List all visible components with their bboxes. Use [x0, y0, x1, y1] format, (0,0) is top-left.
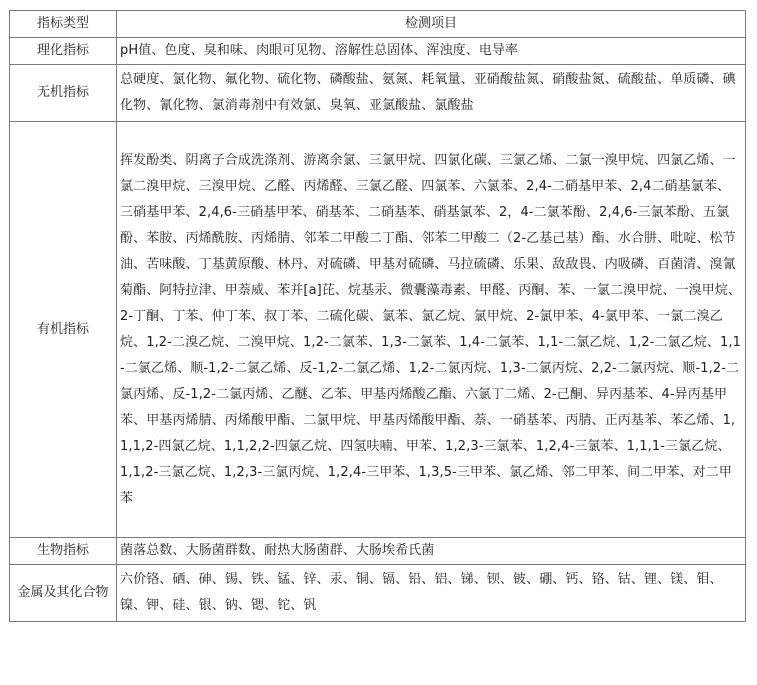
category-cell: 有机指标 — [10, 122, 117, 538]
header-items: 检测项目 — [117, 11, 746, 38]
category-cell: 无机指标 — [10, 65, 117, 122]
items-cell: 菌落总数、大肠菌群数、耐热大肠菌群、大肠埃希氏菌 — [117, 538, 746, 565]
table-row — [10, 122, 746, 538]
category-cell: 理化指标 — [10, 38, 117, 65]
items-cell: 挥发酚类、阴离子合成洗涤剂、游离余氯、三氯甲烷、四氯化碳、三氯乙烯、二氯一溴甲烷、四氯乙烯、一氯二溴甲烷、三溴甲烷、乙醛、丙烯醛、三氯乙醛、四氯苯、六氯苯、2,4-二硝基甲苯、2,4二硝基氯苯、三硝基甲苯、2,4,6-三硝基甲苯、硝基苯、二硝基苯、硝基氯苯、2，4-二氯苯酚、2,4,6-三氯苯酚、五氯酚、苯胺、丙烯酰胺、丙烯腈、邻苯二甲酸二丁酯、邻苯二甲酸二（2-乙基己基）酯、水合肼、吡啶、松节油、苦味酸、丁基黄原酸、林丹、对硫磷、甲基对硫磷、马拉硫磷、乐果、敌敌畏、内吸磷、百菌清、溴氰菊酯、阿特拉津、甲萘威、苯并[a]芘、烷基汞、微囊藻毒素、甲醛、丙酮、苯、一氯二溴甲烷、一溴甲烷、2-丁酮、丁苯、仲丁苯、叔丁苯、二硫化碳、氯苯、氯乙烷、氯甲烷、2-氯甲苯、4-氯甲苯、一氯二溴乙烷、1,2-二溴乙烷、二溴甲烷、1,2-二氯苯、1,3-二氯苯、1,4-二氯苯、1,1-二氯乙烷、1,2-二氯乙烷、1,1-二氯乙烯、顺-1,2-二氯乙烯、反-1,2-二氯乙烯、1,2-二氯丙烷、1,3-二氯丙烷、2,2-二氯丙烷、顺-1,2-二氯丙烯、反-1,2-二氯丙烯、乙醚、乙苯、甲基丙烯酸乙酯、六氯丁二烯、2-己酮、异丙基苯、4-异丙基甲苯、甲基丙烯腈、丙烯酸甲酯、二氯甲烷、甲基丙烯酸甲酯、萘、一硝基苯、丙腈、正丙基苯、苯乙烯、1,1,1,2-四氯乙烷、1,1,2,2-四氯乙烷、四氢呋喃、甲苯、1,2,3-三氯苯、1,2,4-三氯苯、1,1,1-三氯乙烷、1,1,2-三氯乙烷、1,2,3-三氯丙烷、1,2,4-三甲苯、1,3,5-三甲苯、氯乙烯、邻二甲苯、间二甲苯、对二甲苯 — [117, 122, 746, 538]
category-cell: 生物指标 — [10, 538, 117, 565]
table-row — [10, 65, 746, 122]
items-cell: 总硬度、氯化物、氟化物、硫化物、磷酸盐、氨氮、耗氧量、亚硝酸盐氮、硝酸盐氮、硫酸盐、单质磷、碘化物、氰化物、氯消毒剂中有效氯、臭氧、亚氯酸盐、氯酸盐 — [117, 65, 746, 122]
header-category: 指标类型 — [10, 11, 117, 38]
category-cell: 金属及其化合物 — [10, 565, 117, 622]
items-cell: pH值、色度、臭和味、肉眼可见物、溶解性总固体、浑浊度、电导率 — [117, 38, 746, 65]
table-row — [10, 538, 746, 565]
items-cell: 六价铬、硒、砷、锡、铁、锰、锌、汞、铜、镉、铅、铝、锑、钡、铍、硼、钙、铬、钴、锂、镁、钼、镍、钾、硅、银、钠、锶、铊、钒 — [117, 565, 746, 622]
test-items-table — [9, 10, 746, 622]
table-header-row — [10, 11, 746, 38]
table-row — [10, 38, 746, 65]
table-row — [10, 565, 746, 622]
